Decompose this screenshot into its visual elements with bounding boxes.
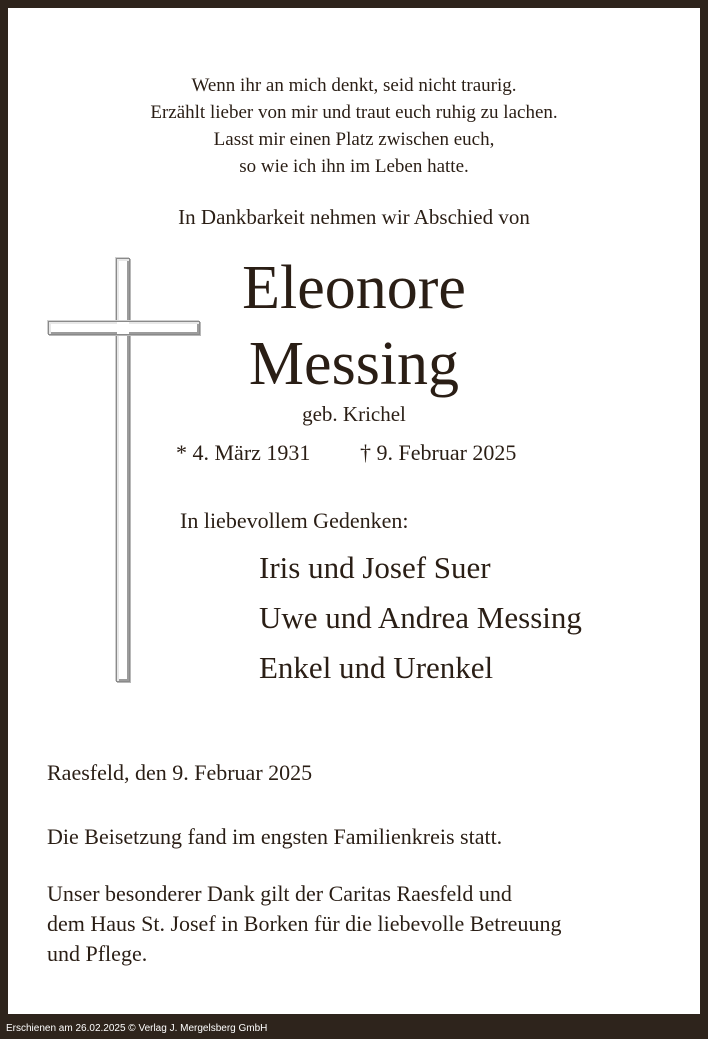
thanks-line: Unser besonderer Dank gilt der Caritas Raesfeld und <box>47 881 512 906</box>
mourner-name: Enkel und Urenkel <box>259 650 494 685</box>
birth-date: * 4. März 1931 <box>176 440 311 465</box>
farewell-intro: In Dankbarkeit nehmen wir Abschied von <box>178 205 530 229</box>
burial-note: Die Beisetzung fand im engsten Familienkreis statt. <box>47 824 503 849</box>
deceased-last-name: Messing <box>248 330 460 398</box>
death-date: † 9. Februar 2025 <box>360 440 517 465</box>
thanks-paragraph <box>47 879 561 969</box>
poem-line: so wie ich ihn im Leben hatte. <box>239 156 469 177</box>
maiden-name: geb. Krichel <box>302 402 406 426</box>
poem-line: Erzählt lieber von mir und traut euch ruhig zu lachen. <box>150 102 558 123</box>
memory-line: In liebevollem Gedenken: <box>180 508 409 533</box>
mourner-name: Uwe und Andrea Messing <box>259 600 582 635</box>
publication-footer: Erschienen am 26.02.2025 © Verlag J. Mergelsberg GmbH <box>6 1023 268 1034</box>
poem <box>8 72 700 180</box>
obituary-notice <box>8 8 700 1014</box>
thanks-line: und Pflege. <box>47 941 148 966</box>
thanks-line: dem Haus St. Josef in Borken für die liebevolle Betreuung <box>47 911 562 936</box>
poem-line: Wenn ihr an mich denkt, seid nicht traurig. <box>191 75 517 96</box>
place-and-date: Raesfeld, den 9. Februar 2025 <box>47 760 313 785</box>
mourner-name: Iris und Josef Suer <box>259 550 491 585</box>
deceased-first-name: Eleonore <box>242 254 466 322</box>
poem-line: Lasst mir einen Platz zwischen euch, <box>213 129 495 150</box>
